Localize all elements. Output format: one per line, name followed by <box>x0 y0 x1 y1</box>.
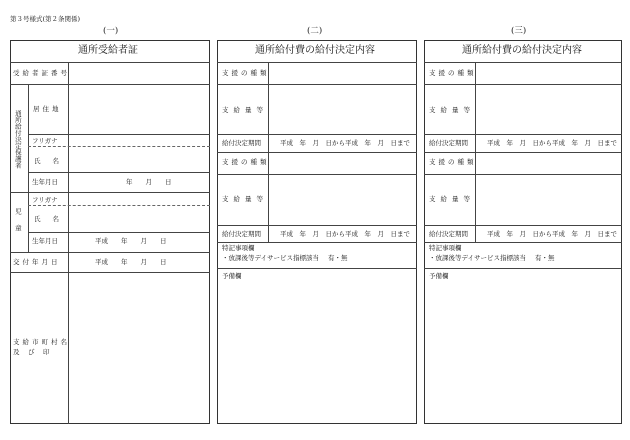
furigana-label: フリガナ <box>32 137 58 145</box>
panel1-title: 通所受給者証 <box>78 45 138 56</box>
panel2-notes-item: ・放課後等デイサービス指標該当 <box>222 254 320 262</box>
recipient-number-label: 受給者証番号 <box>13 69 70 77</box>
form-number-label: 第３号様式(第２条関係) <box>10 15 81 23</box>
panel2-period-label-2: 給付決定期間 <box>222 230 261 238</box>
panel3-notes-label: 特記事項欄 <box>429 244 462 252</box>
panel3-notes-item: ・放課後等デイサービス指標該当 <box>429 254 527 262</box>
panel2-support-type-label: 支援の種類 <box>222 69 270 77</box>
panel2-reserve-label: 予備欄 <box>222 272 242 280</box>
panel2-period-label: 給付決定期間 <box>222 139 261 147</box>
child-birthdate-label: 生年月日 <box>32 237 58 245</box>
panel3-support-type-label: 支援の種類 <box>429 69 477 77</box>
panel3-title: 通所給付費の給付決定内容 <box>462 45 582 56</box>
child-birthdate-value: 平成 年 月 日 <box>95 237 167 245</box>
panel2-notes-label: 特記事項欄 <box>222 244 255 252</box>
issue-date-label: 交付年月日 <box>13 258 61 266</box>
panel3-support-amount-label-2: 支給量等 <box>429 195 475 203</box>
panel2-notes-choice: 有・無 <box>328 254 348 262</box>
seal-label: 及 び 印 <box>13 348 51 356</box>
birthdate-label: 生年月日 <box>32 178 58 186</box>
name-label: 氏名 <box>34 157 71 165</box>
panel3-period-label: 給付決定期間 <box>429 139 468 147</box>
panel2-period-value: 平成 年 月 日から平成 年 月 日まで <box>280 139 410 147</box>
panel3-notes-choice: 有・無 <box>535 254 555 262</box>
child-name-label: 氏名 <box>34 215 71 223</box>
issue-date-value: 平成 年 月 日 <box>95 258 167 266</box>
panel3-period-label-2: 給付決定期間 <box>429 230 468 238</box>
panel2-support-amount-label: 支給量等 <box>222 106 268 114</box>
child-furigana-label: フリガナ <box>32 196 58 204</box>
panel2-support-type-label-2: 支援の種類 <box>222 158 270 166</box>
municipality-label: 支給市町村名 <box>13 338 70 346</box>
address-label: 居住地 <box>33 105 62 113</box>
birthdate-value: 年 月 日 <box>126 178 172 186</box>
panel3-period-value-2: 平成 年 月 日から平成 年 月 日まで <box>487 230 617 238</box>
panel1-header: (一) <box>103 26 119 36</box>
panel2-support-amount-label-2: 支給量等 <box>222 195 268 203</box>
guardian-label: 通所給付決定保護者 <box>13 110 22 169</box>
child-label: 児童 <box>13 208 22 241</box>
panel3-header: (三) <box>511 26 527 36</box>
panel2-period-value-2: 平成 年 月 日から平成 年 月 日まで <box>280 230 410 238</box>
panel3-support-amount-label: 支給量等 <box>429 106 475 114</box>
panel2-title: 通所給付費の給付決定内容 <box>255 45 375 56</box>
panel3-period-value: 平成 年 月 日から平成 年 月 日まで <box>487 139 617 147</box>
panel3-reserve-label: 予備欄 <box>429 272 449 280</box>
panel2-header: (二) <box>307 26 323 36</box>
panel3-support-type-label-2: 支援の種類 <box>429 158 477 166</box>
